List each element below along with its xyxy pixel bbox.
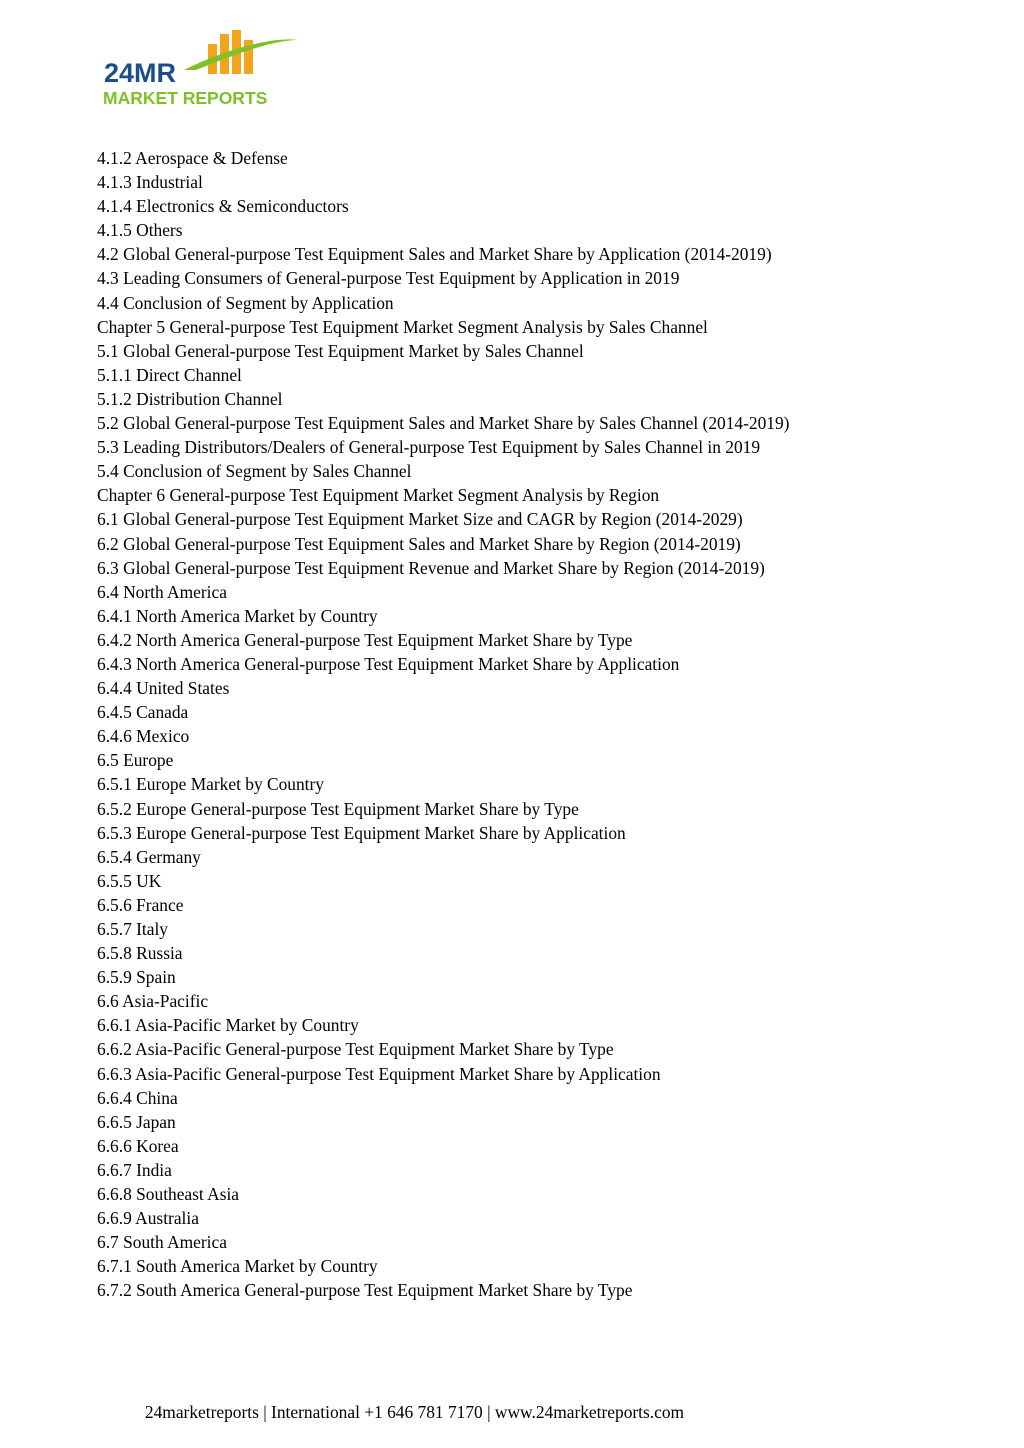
toc-entry: 4.3 Leading Consumers of General-purpose Test Equipment by Application in 2019 — [97, 268, 680, 289]
toc-entry: 6.1 Global General-purpose Test Equipment Market Size and CAGR by Region (2014-2029) — [97, 509, 743, 530]
toc-entry: 6.4.4 United States — [97, 678, 230, 699]
toc-entry: 4.1.2 Aerospace & Defense — [97, 148, 288, 168]
toc-entry: 6.6 Asia-Pacific — [97, 991, 209, 1012]
company-logo — [100, 26, 310, 110]
toc-entry: 6.4.3 North America General-purpose Test Equipment Market Share by Application — [97, 653, 680, 674]
toc-entry: Chapter 5 General-purpose Test Equipment Market Segment Analysis by Sales Channel — [97, 316, 708, 337]
toc-entry: 6.5.3 Europe General-purpose Test Equipment Market Share by Application — [97, 822, 626, 843]
toc-entry: 6.7.1 South America Market by Country — [97, 1256, 378, 1277]
toc-entry: 4.1.3 Industrial — [97, 172, 203, 193]
toc-entry: 5.1 Global General-purpose Test Equipment Market by Sales Channel — [97, 340, 584, 361]
toc-entry: 6.7 South America — [97, 1232, 227, 1253]
toc-entry: 6.4.2 North America General-purpose Test Equipment Market Share by Type — [97, 629, 633, 650]
toc-entry: 6.6.4 China — [97, 1087, 178, 1108]
toc-entry: 4.1.4 Electronics & Semiconductors — [97, 196, 349, 217]
toc-entry: 6.5.1 Europe Market by Country — [97, 774, 325, 795]
toc-entry: 6.6.7 India — [97, 1159, 172, 1180]
toc-entry: 4.1.5 Others — [97, 220, 183, 241]
toc-entry: 6.5.7 Italy — [97, 919, 168, 939]
logo-line2: MARKET REPORTS — [103, 88, 268, 108]
toc-entry: 4.4 Conclusion of Segment by Application — [97, 292, 394, 313]
toc-entry: 6.5.5 UK — [97, 870, 162, 891]
toc-entry: 5.1.1 Direct Channel — [97, 364, 242, 385]
toc-entry: 4.2 Global General-purpose Test Equipment Sales and Market Share by Application (2014-2019) — [97, 244, 772, 265]
toc-entry: 5.4 Conclusion of Segment by Sales Channel — [97, 461, 412, 482]
toc-entry: 6.6.9 Australia — [97, 1208, 199, 1229]
toc-entry: 6.5.9 Spain — [97, 967, 176, 988]
toc-entry: 5.3 Leading Distributors/Dealers of General-purpose Test Equipment by Sales Channel in 2019 — [97, 437, 761, 458]
table-of-contents — [97, 146, 977, 1303]
toc-entry: 6.4.1 North America Market by Country — [97, 605, 378, 626]
toc-entry: 5.2 Global General-purpose Test Equipment Sales and Market Share by Sales Channel (2014-2019) — [97, 413, 790, 434]
toc-entry: 6.5.2 Europe General-purpose Test Equipment Market Share by Type — [97, 798, 579, 819]
toc-entry: 6.6.8 Southeast Asia — [97, 1184, 240, 1205]
toc-entry: 6.7.2 South America General-purpose Test Equipment Market Share by Type — [97, 1280, 633, 1301]
toc-entry: 6.6.6 Korea — [97, 1135, 179, 1156]
toc-entry: 6.5.4 Germany — [97, 846, 201, 867]
toc-entry: Chapter 6 General-purpose Test Equipment Market Segment Analysis by Region — [97, 485, 660, 506]
toc-entry: 6.4.6 Mexico — [97, 726, 190, 747]
toc-entry: 6.5 Europe — [97, 750, 174, 771]
toc-entry: 6.6.3 Asia-Pacific General-purpose Test Equipment Market Share by Application — [97, 1063, 661, 1084]
toc-entry: 5.1.2 Distribution Channel — [97, 388, 283, 409]
toc-entry: 6.6.5 Japan — [97, 1111, 176, 1132]
toc-entry: 6.6.2 Asia-Pacific General-purpose Test Equipment Market Share by Type — [97, 1039, 614, 1060]
toc-entry: 6.3 Global General-purpose Test Equipment Revenue and Market Share by Region (2014-2019) — [97, 557, 765, 578]
logo-mark-icon — [100, 26, 310, 110]
toc-entry: 6.4.5 Canada — [97, 702, 189, 723]
toc-entry: 6.2 Global General-purpose Test Equipment Sales and Market Share by Region (2014-2019) — [97, 533, 741, 554]
toc-entry: 6.5.6 France — [97, 894, 184, 915]
logo-line1: 24MR — [104, 58, 177, 88]
toc-entry: 6.4 North America — [97, 581, 227, 602]
page-footer: 24marketreports | International +1 646 781 7170 | www.24marketreports.com — [144, 1402, 685, 1422]
toc-entry: 6.6.1 Asia-Pacific Market by Country — [97, 1015, 359, 1036]
toc-entry: 6.5.8 Russia — [97, 943, 183, 964]
